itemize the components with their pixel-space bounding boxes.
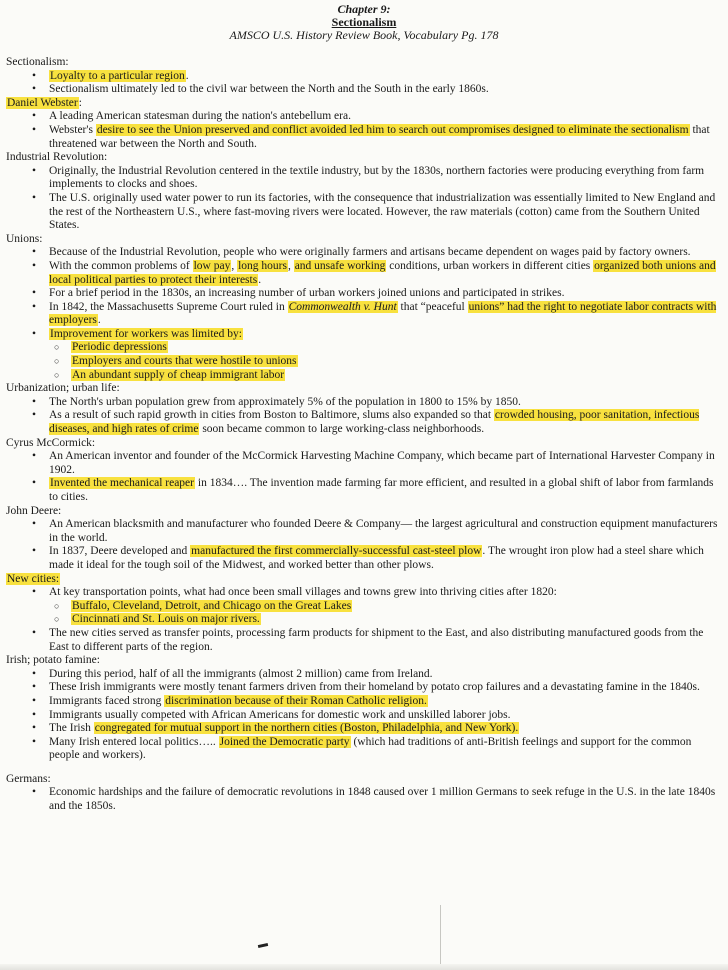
text: conditions, urban workers in different cities (386, 259, 594, 272)
highlight: low pay (193, 259, 231, 272)
sub-bullet-item (54, 369, 720, 383)
bullet-item (33, 545, 720, 572)
bullet-item (33, 736, 720, 763)
bullet-list (6, 70, 720, 97)
highlight: Buffalo, Cleveland, Detroit, and Chicago on the Great Lakes (72, 599, 352, 612)
bullet-item (33, 722, 720, 736)
highlight: crowded housing, poor sanitation, infectious diseases, and high rates of crime (49, 409, 700, 436)
text: . The wrought iron plow had a steel share which made it ideal for the tough soil of the Midwest, and worked better than other plows. (49, 545, 704, 571)
term-sectionalism (6, 56, 720, 97)
highlight: Cincinnati and St. Louis on major rivers. (72, 613, 260, 626)
bullet-item: • An American inventor and founder of the McCormick Harvesting Machine Company, which became part of International Harvester Company in 1902. (33, 450, 720, 477)
term-unions (6, 233, 720, 383)
bullet-item: • Economic hardships and the failure of democratic revolutions in 1848 caused over 1 million Germans to seek refuge in the U.S. in the late 1840s and the 1850s. (33, 786, 720, 813)
source-reference: AMSCO U.S. History Review Book, Vocabulary Pg. 178 (229, 28, 499, 42)
bullet-list (6, 786, 720, 813)
bullet-item: • Sectionalism ultimately led to the civil war between the North and the South in the early 1860s. (33, 83, 720, 97)
text: soon became common to large working-class neighborhoods. (199, 423, 485, 436)
text: : (78, 96, 82, 109)
chapter-title: Sectionalism (331, 15, 397, 29)
bullet-item: • Because of the Industrial Revolution, people who were originally farmers and artisans became dependent on wages paid by factory owners. (33, 246, 720, 260)
scan-fold-line (440, 905, 441, 965)
term-label: Sectionalism: (6, 56, 69, 68)
sub-bullet-item (54, 341, 720, 355)
bullet-item (33, 260, 720, 287)
highlight: Periodic depressions (72, 341, 167, 354)
bullet-item: • Immigrants usually competed with African Americans for domestic work and unskilled laborer jobs. (33, 709, 720, 723)
bullet-item (33, 328, 720, 342)
text: (which had traditions of anti-British feelings and support for the common people and workers). (49, 735, 692, 762)
spacer (6, 763, 720, 773)
bullet-list (6, 246, 720, 341)
term-label: John Deere: (6, 504, 62, 517)
bullet-item: • A leading American statesman during the nation's antebellum era. (33, 110, 720, 124)
highlight: Invented the mechanical reaper (50, 477, 194, 490)
highlight: discrimination because of their Roman Catholic religion. (165, 694, 427, 707)
bullet-item (33, 124, 720, 151)
highlight: Daniel Webster (7, 96, 78, 109)
text: As a result of such rapid growth in cities from Boston to Baltimore, slums also expanded so that (49, 409, 494, 422)
bullet-item (33, 70, 720, 84)
highlight: Improvement for workers was limited by: (50, 327, 242, 340)
bullet-item: • The new cities served as transfer points, processing farm products for shipment to the East, and also distributing manufactured goods from the East to different parts of the region. (33, 627, 720, 654)
bullet-list (6, 165, 720, 233)
bullet-item (33, 477, 720, 504)
bullet-item: • The U.S. originally used water power to run its factories, with the consequence that industrialization was essentially limited to New England and the rest of the Northeastern U.S., where fast-moving rivers were located. However, the raw materials (cotton) came from the Southern United States. (33, 192, 720, 233)
bullet-item: • During this period, half of all the immigrants (almost 2 million) came from Ireland. (33, 668, 720, 682)
highlight: and unsafe working (294, 259, 386, 272)
term-industrial-revolution (6, 151, 720, 233)
highlight: New cities: (7, 572, 60, 585)
bullet-list (6, 396, 720, 437)
case-name: Commonwealth v. Hunt (288, 300, 397, 313)
term-label: Industrial Revolution: (6, 151, 108, 164)
term-irish-potato-famine (6, 654, 720, 763)
sub-bullet-item (54, 355, 720, 369)
text: With the common problems of (49, 259, 193, 272)
text: In 1842, the Massachusetts Supreme Court ruled in (49, 300, 288, 313)
text: Many Irish entered local politics….. (49, 735, 219, 748)
document-header (0, 0, 728, 42)
vocabulary-list (6, 56, 720, 814)
highlight: manufactured the first commercially-successful cast-steel plow (191, 545, 482, 558)
text: . (185, 69, 189, 82)
highlight: long hours (238, 259, 287, 272)
text: The Irish (49, 722, 94, 735)
bullet-item (33, 695, 720, 709)
term-label: Urbanization; urban life: (6, 382, 120, 395)
bullet-item (33, 409, 720, 436)
bullet-item: • At key transportation points, what had once been small villages and towns grew into thriving cities after 1820: (33, 586, 720, 600)
bullet-list (6, 110, 720, 151)
highlight: unions” had the right to negotiate labor contracts with employers (49, 300, 717, 327)
term-label: Germans: (6, 772, 51, 785)
term-urbanization (6, 382, 720, 436)
sub-bullet-item (54, 600, 720, 614)
bullet-list (6, 586, 720, 600)
bullet-item (33, 301, 720, 328)
highlight: An abundant supply of cheap immigrant labor (72, 368, 285, 381)
term-label: Irish; potato famine: (6, 654, 100, 667)
bullet-list (6, 627, 720, 654)
bullet-item: • An American blacksmith and manufacturer who founded Deere & Company— the largest agricultural and construction equipment manufacturers in the world. (33, 518, 720, 545)
highlight-case-name (288, 301, 398, 313)
term-john-deere (6, 505, 720, 573)
text: , (287, 259, 294, 272)
text: . (97, 314, 101, 327)
scan-edge-shadow (0, 964, 728, 970)
term-daniel-webster (6, 97, 720, 151)
bullet-item: • For a brief period in the 1830s, an increasing number of urban workers joined unions and participated in strikes. (33, 287, 720, 301)
bullet-list (6, 668, 720, 763)
term-label (6, 573, 720, 587)
highlight: Loyalty to a particular region (50, 69, 185, 82)
text: that threatened war between the North and South. (49, 123, 710, 150)
bullet-item: • These Irish immigrants were mostly tenant farmers driven from their homeland by potato crop failures and a devastating famine in the 1840s. (33, 681, 720, 695)
term-label: Unions: (6, 232, 43, 245)
highlight: desire to see the Union preserved and conflict avoided led him to search out compromises designed to eliminate the sectionalism (96, 123, 689, 136)
bullet-list (6, 450, 720, 504)
highlight: congregated for mutual support in the northern cities (Boston, Philadelphia, and New York). (94, 722, 519, 735)
highlight: Employers and courts that were hostile to unions (72, 355, 297, 368)
text: Immigrants faced strong (49, 694, 165, 707)
text: . (258, 273, 262, 286)
pen-mark (258, 943, 268, 948)
term-new-cities (6, 573, 720, 655)
text: Webster's (49, 123, 96, 136)
chapter-number: Chapter 9: (337, 2, 391, 16)
text: that “peaceful (397, 300, 468, 313)
term-germans (6, 773, 720, 814)
text: In 1837, Deere developed and (49, 545, 191, 558)
term-label (6, 97, 720, 111)
text: in 1834…. The invention made farming far more efficient, and resulted in a global shift of labor from farmlands to cities. (49, 477, 714, 503)
text: , (231, 259, 238, 272)
bullet-item: • Originally, the Industrial Revolution centered in the textile industry, but by the 1830s, northern factories were producing everything from farm implements to clocks and shoes. (33, 165, 720, 192)
bullet-item: • The North's urban population grew from approximately 5% of the population in 1800 to 15% by 1850. (33, 396, 720, 410)
sub-bullet-list (6, 341, 720, 382)
term-label: Cyrus McCormick: (6, 436, 96, 449)
bullet-list (6, 518, 720, 572)
sub-bullet-list (6, 600, 720, 627)
sub-bullet-item (54, 613, 720, 627)
highlight: Joined the Democratic party (219, 735, 350, 748)
highlight: organized both unions and local political parties to protect their interests (49, 259, 716, 286)
term-cyrus-mccormick (6, 437, 720, 505)
